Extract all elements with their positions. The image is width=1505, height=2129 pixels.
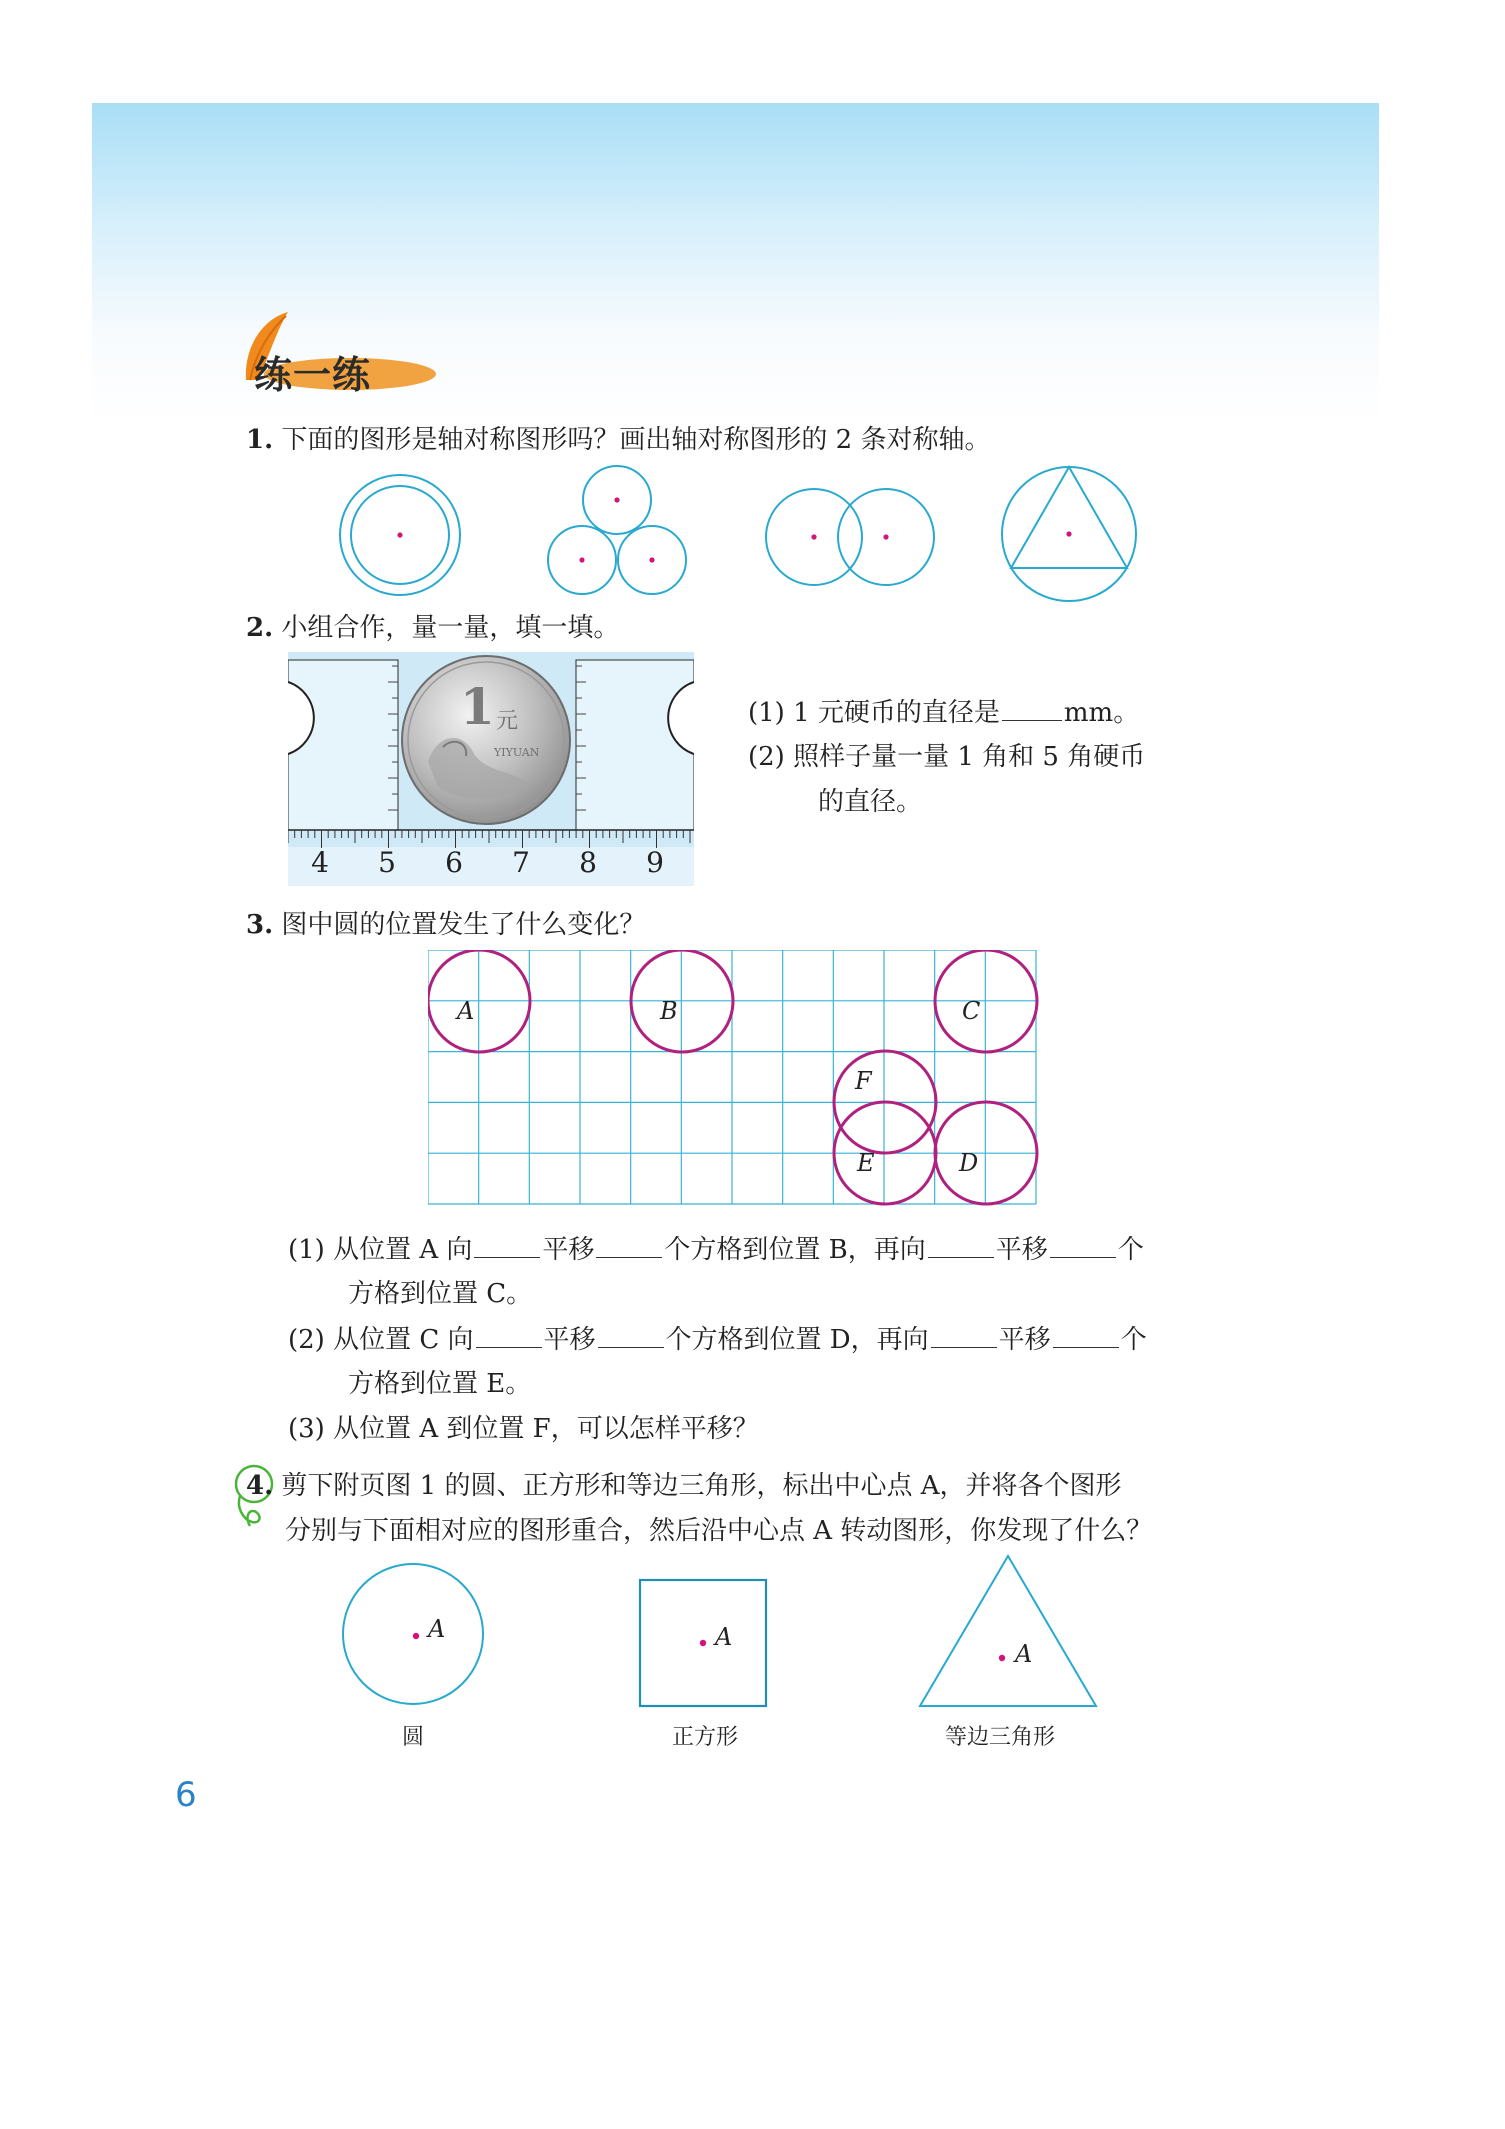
label-f: F xyxy=(855,1067,872,1095)
q3-sub-2-cont: 方格到位置 E。 xyxy=(348,1369,532,1399)
question-number: 3. xyxy=(246,910,274,940)
answer-blank[interactable] xyxy=(1053,1317,1119,1348)
answer-blank[interactable] xyxy=(474,1227,540,1258)
question-text: 小组合作，量一量，填一填。 xyxy=(281,613,620,643)
answer-blank[interactable] xyxy=(598,1317,664,1348)
ruler-label: 8 xyxy=(579,846,597,879)
label-c: C xyxy=(962,997,981,1025)
sub-text: 平移 xyxy=(542,1235,595,1265)
square-shape xyxy=(640,1580,766,1706)
question-1 xyxy=(246,420,991,460)
coin-ruler-photo xyxy=(288,652,694,886)
caption-square: 正方形 xyxy=(671,1725,738,1750)
triangle-in-circle-figure xyxy=(1002,467,1136,601)
circle-shape xyxy=(343,1564,483,1704)
sub-text: mm。 xyxy=(1063,698,1140,728)
q2-sub-1 xyxy=(748,690,1139,735)
label-a: A xyxy=(457,997,475,1025)
section-title xyxy=(240,310,440,400)
ruler-label: 7 xyxy=(512,846,530,879)
sub-text: 个 xyxy=(1120,1325,1147,1355)
three-circles-figure xyxy=(548,466,686,594)
sub-text: 个方格到位置 B，再向 xyxy=(664,1235,926,1265)
answer-blank[interactable] xyxy=(1050,1227,1116,1258)
question-4 xyxy=(246,1466,1122,1506)
question-number: 2. xyxy=(246,613,274,643)
caption-triangle: 等边三角形 xyxy=(944,1725,1055,1750)
page-number: 6 xyxy=(175,1775,197,1815)
question-2 xyxy=(246,608,619,648)
answer-blank[interactable] xyxy=(476,1317,542,1348)
triangle-shape xyxy=(920,1556,1096,1706)
sub-text: 平移 xyxy=(998,1325,1051,1355)
q1-figures xyxy=(330,455,1160,615)
label-b: B xyxy=(660,997,678,1025)
question-3 xyxy=(246,905,645,945)
ruler-label: 5 xyxy=(378,846,396,879)
center-label: A xyxy=(715,1623,733,1651)
center-label: A xyxy=(428,1615,446,1643)
q3-sub-1 xyxy=(288,1227,1144,1272)
answer-blank[interactable] xyxy=(1002,690,1062,721)
q3-sub-2 xyxy=(288,1317,1147,1362)
q3-sub-1-cont: 方格到位置 C。 xyxy=(348,1279,533,1309)
sub-text: 个方格到位置 D，再向 xyxy=(665,1325,929,1355)
question-text: 剪下附页图 1 的圆、正方形和等边三角形，标出中心点 A，并将各个图形 xyxy=(281,1471,1122,1501)
answer-blank[interactable] xyxy=(931,1317,997,1348)
answer-blank[interactable] xyxy=(928,1227,994,1258)
q2-sub-2: (2) 照样子量一量 1 角和 5 角硬币 xyxy=(748,742,1146,772)
q4-figures xyxy=(330,1550,1110,1710)
question-text: 图中圆的位置发生了什么变化？ xyxy=(281,910,646,940)
section-title-text: 练一练 xyxy=(254,353,372,397)
ruler-label: 6 xyxy=(445,846,463,879)
question-text: 下面的图形是轴对称图形吗？画出轴对称图形的 2 条对称轴。 xyxy=(281,425,991,455)
sub-text: (1) 从位置 A 向 xyxy=(288,1235,473,1265)
answer-blank[interactable] xyxy=(596,1227,662,1258)
coin-yuan-char: 元 xyxy=(496,709,519,734)
concentric-circles-figure xyxy=(340,475,460,595)
q2-sub-2-cont: 的直径。 xyxy=(818,787,923,817)
label-d: D xyxy=(959,1149,979,1177)
sub-text: (1) 1 元硬币的直径是 xyxy=(748,698,1000,728)
center-dot xyxy=(397,532,402,537)
sub-text: 平移 xyxy=(995,1235,1048,1265)
sub-text: 个 xyxy=(1117,1235,1144,1265)
ruler-label: 9 xyxy=(646,846,664,879)
question-4-cont: 分别与下面相对应的图形重合，然后沿中心点 A 转动图形，你发现了什么？ xyxy=(285,1516,1153,1546)
coin-numeral: 1 xyxy=(460,677,495,736)
caption-circle: 圆 xyxy=(401,1725,424,1750)
coin-yiyuan-text: YIYUAN xyxy=(494,746,540,759)
overlapping-circles-figure xyxy=(766,489,934,585)
label-e: E xyxy=(857,1149,875,1177)
one-yuan-coin-image xyxy=(402,656,570,824)
q3-grid-figure xyxy=(428,950,1040,1210)
center-label: A xyxy=(1015,1640,1033,1668)
question-number: 4. xyxy=(246,1471,274,1501)
question-number: 1. xyxy=(246,425,274,455)
sub-text: 平移 xyxy=(543,1325,596,1355)
q3-sub-3: (3) 从位置 A 到位置 F，可以怎样平移？ xyxy=(288,1414,759,1444)
ruler-label: 4 xyxy=(311,846,329,879)
sub-text: (2) 从位置 C 向 xyxy=(288,1325,474,1355)
